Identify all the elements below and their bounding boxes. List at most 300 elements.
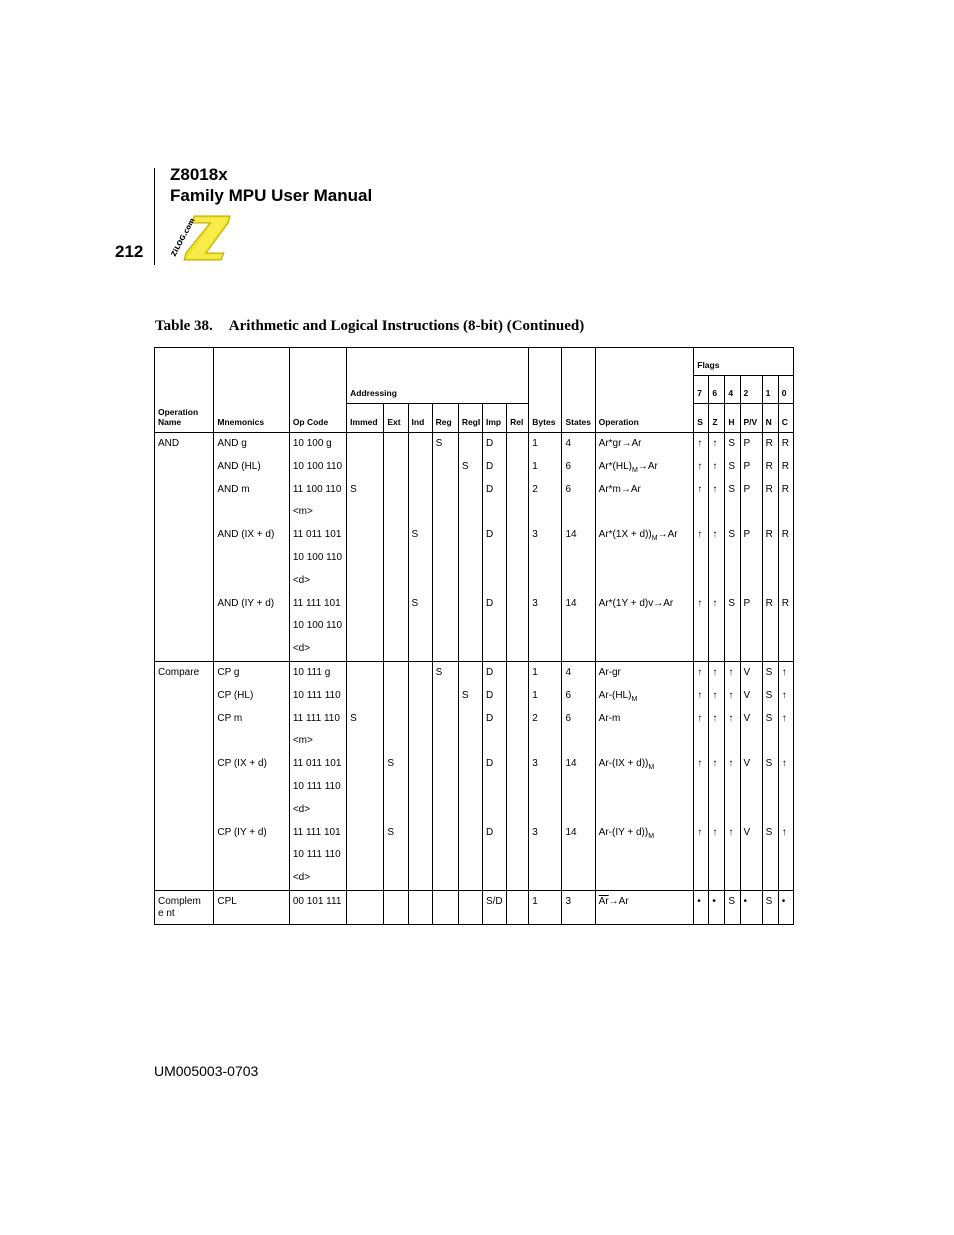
regi-value: [462, 479, 479, 502]
operation-value: [599, 685, 691, 708]
mn-value: CP g: [217, 666, 240, 678]
ext-value: [387, 708, 404, 731]
flag-value: S: [765, 712, 773, 724]
immed-value: [350, 685, 380, 708]
op-value: 11 111 101: [292, 597, 341, 609]
regi-value: [462, 776, 479, 799]
immed-value: [350, 615, 380, 638]
bytes-value: [532, 615, 558, 638]
flag-value: [697, 844, 705, 867]
instruction-table: [154, 347, 794, 925]
flag-value: •: [697, 895, 701, 907]
flag-value: [712, 547, 721, 570]
bytes-value: 1: [532, 460, 538, 472]
rel-cell: [507, 890, 529, 924]
flag-value: ↑: [781, 712, 787, 724]
mn-value: CPL: [217, 895, 237, 907]
rel-value: [510, 730, 525, 753]
states-value: [565, 570, 591, 593]
bytes-value: [532, 501, 558, 524]
flag-value: ↑: [728, 826, 734, 838]
flag-value: P: [743, 438, 751, 449]
regi-value: [462, 708, 479, 731]
flag-value: [712, 844, 721, 867]
regi-value: [462, 753, 479, 776]
operation-text: Ar*(1X + d)): [598, 529, 652, 541]
bytes-value: [532, 730, 558, 753]
addr-col-rel: Rel: [507, 404, 529, 433]
op-value: <d>: [292, 643, 311, 655]
states-value: [565, 776, 591, 799]
addr-col-ind: Ind: [408, 404, 432, 433]
bytes-value: 2: [532, 483, 538, 495]
operation-name-cell: [155, 661, 214, 890]
flag-value: [766, 776, 775, 799]
regi-value: [462, 799, 479, 822]
addr-col-regi: RegI: [458, 404, 482, 433]
flag-value: •: [781, 895, 786, 907]
mn-value: CP (HL): [217, 689, 254, 701]
ext-value: [387, 570, 404, 593]
operation-value: [599, 570, 691, 593]
operation-text: Ar*(HL): [598, 460, 632, 472]
flag-value: [697, 638, 705, 661]
states-value: 6: [565, 483, 572, 495]
rel-value: [510, 708, 525, 731]
imp-value: D: [485, 826, 494, 838]
ext-value: [387, 730, 404, 753]
immed-value: [350, 524, 380, 547]
imp-value: D: [485, 666, 494, 678]
reg-value: [436, 501, 455, 524]
rel-value: [510, 547, 525, 570]
flag-value: [766, 638, 775, 661]
addr-col-reg: Reg: [432, 404, 458, 433]
flag-value: [712, 776, 721, 799]
immed-value: [350, 456, 380, 479]
states-value: 6: [565, 712, 572, 724]
flag-name-5: C: [778, 404, 793, 433]
operation-value: [599, 867, 691, 890]
table-header: [155, 348, 794, 433]
ind-value: [412, 570, 429, 593]
operation-result: →Ar: [637, 460, 658, 472]
mn-value: [217, 615, 285, 638]
flag-value: [712, 570, 721, 593]
ind-value: [412, 456, 429, 479]
flag-value: ↑: [697, 689, 703, 701]
flag-name-2: H: [725, 404, 740, 433]
op-value: 00 101 111: [292, 895, 342, 907]
ext-value: [387, 615, 404, 638]
flag-cell-0: [694, 661, 709, 890]
flag-value: S: [765, 666, 773, 678]
operation-subscript: M: [648, 832, 655, 840]
flag-cell-3: [740, 433, 762, 662]
flag-value: S: [728, 483, 736, 495]
imp-value: D: [485, 712, 494, 724]
ext-value: [387, 456, 404, 479]
flag-value: [697, 570, 705, 593]
reg-cell: [432, 433, 458, 662]
regi-value: [462, 822, 479, 845]
flag-cell-0: [694, 890, 709, 924]
flag-value: [782, 867, 790, 890]
flag-value: R: [781, 483, 789, 495]
mn-value: AND g: [217, 438, 247, 449]
operation-subscript: M: [648, 764, 655, 772]
flag-value: [766, 867, 775, 890]
ext-cell: [384, 433, 408, 662]
addr-col-imp: Imp: [482, 404, 506, 433]
doc-title-line1: Z8018x: [170, 165, 228, 184]
ext-value: [387, 662, 404, 685]
bytes-value: [532, 799, 558, 822]
immed-value: [350, 799, 380, 822]
table-row: [155, 661, 794, 890]
ind-value: [412, 844, 429, 867]
addr-col-ext: Ext: [384, 404, 408, 433]
operation-value: [599, 891, 691, 914]
page-number: 212: [115, 242, 144, 261]
imp-value: [486, 799, 503, 822]
rel-value: [510, 524, 525, 547]
mn-value: [217, 730, 285, 753]
imp-value: [486, 867, 503, 890]
flag-value: [782, 844, 790, 867]
reg-value: [436, 730, 455, 753]
mn-value: AND m: [217, 483, 250, 495]
regi-value: [462, 524, 479, 547]
ext-cell: [384, 661, 408, 890]
flag-value: ↑: [697, 460, 703, 472]
operation-result: →Ar: [657, 529, 678, 541]
mn-value: CP (IX + d): [217, 758, 267, 770]
imp-value: D: [485, 597, 494, 609]
rel-value: [510, 753, 525, 776]
rel-cell: [507, 433, 529, 662]
flag-cell-3: [740, 890, 762, 924]
flag-name-1: Z: [709, 404, 725, 433]
operation-value: [599, 753, 691, 776]
flag-cell-0: [694, 433, 709, 662]
op-value: 10 111 110: [292, 849, 341, 861]
states-value: 14: [565, 826, 577, 838]
flag-value: ↑: [712, 689, 718, 701]
mn-value: CP (IY + d): [217, 826, 267, 838]
reg-value: [436, 615, 455, 638]
imp-value: [486, 570, 503, 593]
op-value: <m>: [292, 735, 313, 747]
flag-cell-1: [709, 661, 725, 890]
flag-value: •: [743, 895, 748, 907]
flag-value: [697, 730, 705, 753]
flag-value: R: [781, 438, 789, 449]
operation-result: →Ar: [620, 483, 641, 495]
flag-value: [766, 730, 775, 753]
flag-value: ↑: [781, 689, 787, 701]
immed-value: [350, 501, 380, 524]
mn-value: AND (IY + d): [217, 597, 275, 609]
flag-value: [728, 638, 736, 661]
flag-value: [712, 799, 721, 822]
mn-value: [217, 776, 285, 799]
flag-value: ↑: [697, 666, 703, 678]
mn-value: [217, 570, 285, 593]
regi-cell: [458, 433, 482, 662]
flag-value: ↑: [697, 529, 703, 541]
imp-value: D: [485, 438, 494, 449]
flag-value: [766, 501, 775, 524]
flag-value: P: [743, 460, 751, 472]
reg-value: [436, 753, 455, 776]
ind-value: [412, 730, 429, 753]
flag-value: [782, 638, 790, 661]
flag-cell-5: [778, 661, 793, 890]
operation-value: [599, 456, 691, 479]
imp-cell: [482, 890, 506, 924]
regi-value: S: [461, 689, 469, 701]
rel-value: [510, 685, 525, 708]
ext-value: [387, 776, 404, 799]
bytes-value: [532, 776, 558, 799]
immed-value: S: [350, 483, 357, 495]
flag-value: ↑: [781, 666, 787, 678]
ind-value: [412, 433, 429, 456]
ind-value: [412, 615, 429, 638]
operation-result: →Ar: [608, 895, 629, 907]
op-value: 10 100 g: [292, 438, 332, 449]
flag-value: [766, 844, 775, 867]
mn-value: AND (HL): [217, 460, 261, 472]
table-caption-label: Table 38.: [155, 318, 213, 334]
bytes-value: 1: [532, 666, 538, 678]
operation-value: [599, 708, 691, 731]
regi-value: [462, 615, 479, 638]
operation-name: AND: [158, 438, 180, 449]
states-value: [565, 799, 591, 822]
regi-value: [462, 570, 479, 593]
imp-value: D: [485, 529, 494, 541]
regi-value: [462, 867, 479, 890]
operation-name-cell: [155, 890, 214, 924]
flags-header: Flags: [694, 348, 794, 376]
reg-value: [436, 593, 455, 616]
logo-lettering: ZiLOG.com: [169, 216, 197, 258]
mn-value: [217, 844, 285, 867]
flag-value: S: [765, 895, 773, 907]
imp-value: [486, 615, 503, 638]
op-value: 10 111 110: [292, 689, 341, 701]
immed-value: [350, 753, 380, 776]
bytes-value: 1: [532, 895, 538, 907]
flag-value: [697, 776, 705, 799]
flag-value: ↑: [712, 758, 718, 770]
states-value: [565, 501, 591, 524]
flag-bit-5: 0: [778, 376, 793, 404]
operation-value: [599, 593, 691, 616]
mn-value: [217, 638, 285, 661]
operation-cell: [595, 890, 694, 924]
flag-value: ↑: [712, 438, 718, 449]
rel-value: [510, 799, 525, 822]
bytes-value: 1: [532, 438, 538, 449]
operation-subscript: M: [651, 535, 658, 543]
operation-value: [599, 615, 691, 638]
flag-value: [744, 638, 759, 661]
immed-value: S: [350, 712, 357, 724]
flag-value: R: [765, 529, 773, 541]
flag-value: [766, 615, 775, 638]
flag-value: [712, 615, 721, 638]
rel-cell: [507, 661, 529, 890]
flag-value: ↑: [712, 826, 718, 838]
immed-value: [350, 547, 380, 570]
op-value: 11 111 110: [292, 712, 340, 724]
bytes-value: [532, 844, 558, 867]
regi-value: [462, 501, 479, 524]
operation-text: $\overline{Ar}$: [598, 895, 609, 907]
states-value: 14: [565, 758, 577, 770]
ind-cell: [408, 661, 432, 890]
bytes-cell: [529, 433, 562, 662]
mn-value: [217, 547, 285, 570]
rel-value: [510, 433, 525, 456]
flag-value: S: [728, 597, 736, 609]
operation-text: Ar-(HL): [598, 689, 632, 701]
col-bytes: Bytes: [529, 348, 562, 433]
operation-text: Ar-gr: [598, 666, 621, 678]
regi-value: [462, 433, 479, 456]
states-value: [565, 638, 591, 661]
imp-value: D: [485, 460, 494, 472]
imp-value: [486, 501, 503, 524]
states-value: [565, 844, 591, 867]
operation-value: [599, 638, 691, 661]
header-divider: [154, 168, 155, 265]
ext-value: S: [387, 826, 395, 838]
states-value: [565, 615, 591, 638]
ext-value: [387, 501, 404, 524]
table-caption: [155, 318, 584, 335]
flag-value: R: [781, 529, 789, 541]
bytes-value: [532, 867, 558, 890]
operation-name-cell: [155, 433, 214, 662]
flag-value: [728, 501, 736, 524]
bytes-value: 3: [532, 597, 538, 609]
footer-doc-id: UM005003-0703: [154, 1063, 259, 1079]
ext-value: [387, 844, 404, 867]
reg-value: [436, 867, 455, 890]
mn-value: [217, 867, 285, 890]
regi-value: [462, 638, 479, 661]
flag-cell-4: [762, 890, 778, 924]
immed-value: [350, 776, 380, 799]
operation-text: Ar-m: [598, 712, 621, 724]
flag-cell-1: [709, 890, 725, 924]
flag-value: [728, 844, 736, 867]
immed-value: [350, 662, 380, 685]
op-value: 10 111 g: [292, 666, 331, 678]
imp-value: [486, 547, 503, 570]
flag-value: [782, 799, 790, 822]
op-value: 10 100 110: [292, 551, 343, 563]
states-value: 14: [565, 529, 577, 541]
flag-value: [744, 799, 759, 822]
states-value: 4: [565, 438, 572, 449]
ind-value: S: [411, 597, 419, 609]
flag-value: ↑: [712, 483, 718, 495]
flag-value: [728, 615, 736, 638]
operation-cell: [595, 433, 694, 662]
flag-value: ↑: [697, 712, 703, 724]
operation-value: [599, 524, 691, 547]
flag-value: [744, 615, 759, 638]
operation-cell: [595, 661, 694, 890]
states-value: [565, 867, 591, 890]
bytes-value: 3: [532, 529, 538, 541]
flag-value: ↑: [712, 529, 718, 541]
bytes-value: 1: [532, 689, 538, 701]
rel-value: [510, 456, 525, 479]
flag-value: [782, 501, 790, 524]
flag-value: [782, 730, 790, 753]
regi-cell: [458, 890, 482, 924]
rel-value: [510, 776, 525, 799]
ind-cell: [408, 890, 432, 924]
col-states: States: [562, 348, 595, 433]
states-value: [565, 547, 591, 570]
operation-text: Ar*(1Y + d)v: [598, 597, 654, 609]
flag-value: [728, 547, 736, 570]
flag-value: [766, 570, 775, 593]
flag-value: R: [765, 483, 773, 495]
ind-value: [412, 708, 429, 731]
operation-value: [599, 776, 691, 799]
flag-value: V: [743, 712, 751, 724]
ind-value: [412, 799, 429, 822]
states-value: 6: [565, 689, 572, 701]
mn-value: [217, 799, 285, 822]
operation-value: [599, 501, 691, 524]
imp-value: [486, 776, 503, 799]
addr-col-immed: Immed: [347, 404, 384, 433]
flag-name-4: N: [762, 404, 778, 433]
op-value: <d>: [292, 803, 311, 815]
table-row: [155, 890, 794, 924]
flag-value: ↑: [697, 597, 703, 609]
flag-value: [712, 638, 721, 661]
regi-value: [462, 593, 479, 616]
flag-cell-4: [762, 661, 778, 890]
operation-text: Ar-(IX + d)): [598, 758, 649, 770]
ext-cell: [384, 890, 408, 924]
bytes-cell: [529, 890, 562, 924]
ext-value: [387, 799, 404, 822]
op-value: 10 100 110: [292, 460, 343, 472]
mn-value: AND (IX + d): [217, 529, 275, 541]
operation-value: [599, 547, 691, 570]
operation-result: →Ar: [621, 438, 642, 449]
mn-value: CP m: [217, 712, 243, 724]
flag-value: S: [728, 460, 736, 472]
flag-value: ↑: [781, 758, 787, 770]
flag-bit-4: 1: [762, 376, 778, 404]
immed-value: [350, 867, 380, 890]
flag-value: [728, 799, 736, 822]
flag-value: [697, 799, 705, 822]
flag-cell-2: [725, 433, 740, 662]
